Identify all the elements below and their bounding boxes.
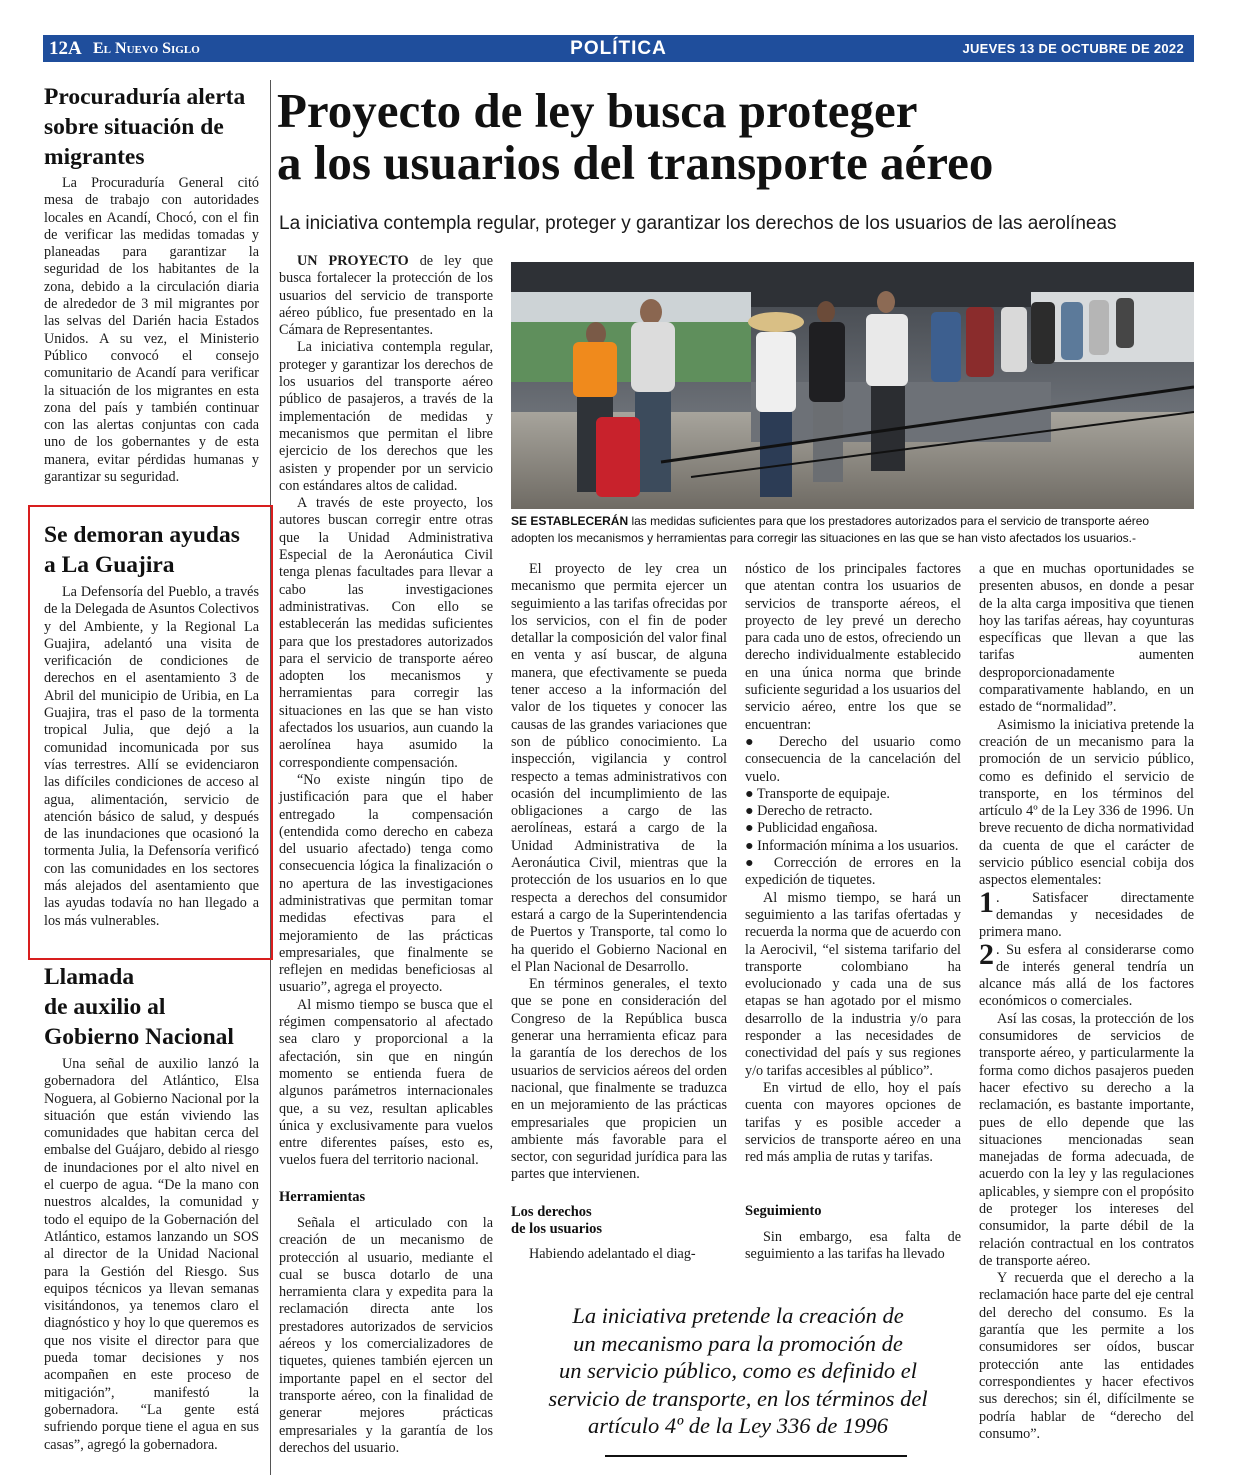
rights-list-item: ● Información mínima a los usuarios. [745, 837, 959, 854]
subhead-derechos: Los derechos de los usuarios [511, 1204, 603, 1237]
main-column-3: nóstico de los principales factores que atentan contra los usuarios de servicios de transporte aéreos, el proyecto de ley prevé un derecho para cada uno de estos, ofreciendo un derecho individualmente establecido en una única norma que brinde suficiente seguridad a los usuarios del servicio aéreo, entre los que se encuentran: ● Derecho del usuario como consecuencia de la cancelación del vuelo. ● Transporte de equipaje. ● Derecho de retracto. ● Publicidad engañosa. ● Información mínima a los usuarios. ● Corrección de errores en la expedición de tiquetes. Al mismo tiempo, se hará un seguimiento a las tarifas ofertadas y recuerda la norma que de acuerdo con la Aerocivil, “el sistema tarifario del transporte colombiano ha evolucionado y cada una de sus etapas se han agotado por el mismo desarrollo de la industria y/o para responder a las necesidades de conectividad del país y sus regiones y/o tarifas accesibles al público”. En virtud de ello, hoy el país cuenta con mayores opciones de tarifas y es posible acceder a servicios de transporte aéreo en una red más amplia de rutas y tarifas. [745, 561, 961, 1166]
main-column-2-cont: Habiendo adelantado el diag- [529, 1246, 696, 1262]
side-story-2-title: Se demoran ayudas a La Guajira [44, 522, 240, 578]
subhead-seguimiento: Seguimiento [745, 1203, 822, 1219]
pull-quote: La iniciativa pretende la creación de un mecanismo para la promoción de un servicio público, como es definido el servicio de transporte, en los términos del artículo 4º de la Ley 336 de 1996 [548, 1303, 928, 1438]
side-story-1-body: La Procuraduría General citó mesa de trabajo con autoridades locales en Acandí, Chocó, con el fin de verificar las medidas tomadas y planeadas para garantizar la seguridad de los habitantes de la zona, debido a la circulación diaria de alrededor de 3 mil migrantes por las selvas del Darién hacia Estados Unidos. A su vez, el Ministerio Público convocó el consejo comunitario de Acandí para verificar la situación de los migrantes en esta zona del país y también continuar con las alertas conjuntas con cada uno de los gobernantes y de esta manera, evitar pérdidas humanas y garantizar su seguridad. [44, 175, 259, 486]
issue-date: JUEVES 13 DE OCTUBRE DE 2022 [962, 41, 1184, 56]
side-story-3-body: Una señal de auxilio lanzó la gobernadora del Atlántico, Elsa Noguera, al Gobierno Nacional por la situación que están viviendo las comunidades que habitan cerca del embalse del Guájaro, debido al riesgo de inundaciones por el alto nivel en el cuerpo de agua. “De la mano con nuestros alcaldes, la comunidad y todo el equipo de la Gobernación del Atlántico, estamos lanzando un SOS al director de la Unidad Nacional para la Gestión del Riesgo. Sus equipos técnicos ya llevan semanas visitándonos, ya tenemos claro el diagnóstico y hoy lo que queremos es que nos visite el director para que pueda tomar decisiones y nos acompañen en este proceso de mitigación”, manifestó la gobernadora. “La gente está sufriendo porque tiene el agua en sus casas”, agregó la gobernadora. [44, 1056, 259, 1453]
subhead-herramientas: Herramientas [279, 1189, 366, 1205]
photo-caption: SE ESTABLECERÁN las medidas suficientes para que los prestadores autorizados para el servicio de transporte aéreo adopten los mecanismos y herramientas para corregir las situaciones en las que se han visto afectados los usuarios.- [511, 514, 1150, 545]
side-story-2-body: La Defensoría del Pueblo, a través de la Delegada de Asuntos Colectivos y del Ambiente, y la Regional La Guajira, adelantó una visita de verificación de condiciones de derechos en el asentamiento 3 de Abril del municipio de Uribia, en La Guajira, tras el paso de la tormenta tropical Julia, que dejó a la comunidad incomunicada por sus vías terrestres. Allí se evidenciaron las difíciles condiciones de acceso al agua, alimentación, servicio de atención básico de salud, y después de las inundaciones que ocasionó la tormenta Julia, la Defensoría verificó con las comunidades en los sectores más alejados del asentamiento que las ayudas todavía no han llegado a los más vulnerables. [44, 584, 259, 929]
main-column-3-cont: Sin embargo, esa falta de seguimiento a las tarifas ha llevado [745, 1229, 961, 1263]
rights-list-item: ● Derecho de retracto. [745, 803, 873, 820]
main-column-1-cont: Señala el articulado con la creación de un mecanismo de protección al usuario, mediante el cual se busca dotarlo de una herramienta clara y expedita para la reclamación directa ante los prestadores autorizados de servicios aéreos y los comercializadores de tiquetes, quienes también ejercen un importante papel en el sector del transporte aéreo, con la finalidad de generar mejores prácticas empresariales y la garantía de los derechos del usuario. [279, 1215, 493, 1456]
article-lead: UN PROYECTO [297, 253, 409, 269]
page-number: 12A [49, 38, 82, 59]
rights-list-item: ● Publicidad engañosa. [745, 820, 878, 837]
main-column-2: El proyecto de ley crea un mecanismo que permita ejercer un seguimiento a las tarifas ofrecidas por los servicios, con el fin de poder detallar la composición del valor final en venta y así buscar, de alguna manera, que efectivamente se pueda tener acceso a la información del valor de los tiquetes y conocer las causas de las grandes variaciones que son de público conocimiento. La inspección, vigilancia y control respecto a temas administrativos con ocasión del incumplimiento de las obligaciones a cargo de las aerolíneas, estará a cargo de la Unidad Administrativa de la Aeronáutica Civil, mientras que la protección de los usuarios en lo que respecta a derechos del consumidor estará a cargo de la Superintendencia de Puertos y Transporte, tal como lo ha querido el Gobierno Nacional en el Plan Nacional de Desarrollo. En términos generales, el texto que se pone en consideración del Congreso de la República busca generar una herramienta eficaz para la garantía de los derechos de los usuarios de servicios aéreos del orden nacional, que finalmente se traduzca en un mejoramiento de las prácticas empresariales que propicien un ambiente más favorable para el sector, con seguridad jurídica para las partes que intervienen. [511, 561, 727, 1183]
side-story-1-title: Procuraduría alerta sobre situación de migrantes [44, 84, 246, 170]
airport-queue-photo [511, 262, 1194, 509]
main-column-4: a que en muchas oportunidades se presenten abusos, en donde a pesar de la alta carga impositiva que tienen hoy las tarifas aéreas, hay coyunturas específicas que llevan a que las tarifas aumenten desproporcionadamente comparativamente hablando, en un estado de “normalidad”. Asimismo la iniciativa pretende la creación de un mecanismo para la promoción de un servicio público, como es definido el servicio de transporte, en los términos del artículo 4º de la Ley 336 de 1996. Un breve recuento de dicha normatividad da cuenta de que el carácter de servicio público esencial cobija dos aspectos elementales: 1 . Satisfacer directamente demandas y necesidades de primera mano. 2 . Su esfera al considerarse como de interés general tendría un alcance más allá de los factores económicos o comerciales. Así las cosas, la protección de los consumidores de servicios de transporte aéreo, y particularmente la forma como dichos pasajeros pueden hacer efectivo su derecho a la reclamación, es bastante importante, pues de ello depende que las situaciones mencionadas sean manejadas de forma adecuada, de acuerdo con la ley y las regulaciones aplicables, y siempre con el propósito de proteger los intereses del consumidor, la parte débil de la relación contractual en los contratos de transporte aéreo. Y recuerda que el derecho a la reclamación hace parte del eje central del derecho del consumo. Es la garantía que les permite a los consumidores ser oídos, buscar protección ante las entidades correspondientes y hacer efectivos sus derechos; sin él, difícilmente se podría hablar de “derecho del consumo”. [979, 561, 1194, 1442]
main-headline: Proyecto de ley busca proteger a los usuarios del transporte aéreo [277, 83, 994, 190]
photo-caption-lead: SE ESTABLECERÁN [511, 514, 629, 528]
pull-quote-rule [605, 1455, 907, 1457]
side-story-3-title: Llamada de auxilio al Gobierno Nacional [44, 964, 234, 1050]
numbered-item-1: 1 . Satisfacer directamente demandas y necesidades de primera mano. [979, 885, 1194, 941]
publication-name: El Nuevo Siglo [93, 40, 200, 57]
main-deck: La iniciativa contempla regular, proteger y garantizar los derechos de los usuarios de las aerolíneas [279, 213, 1117, 234]
page-header-bar [43, 35, 1194, 62]
main-column-1: UN PROYECTO de ley que busca fortalecer la protección de los usuarios del servicio de transporte aéreo público, fue presentado en la Cámara de Representantes. La iniciativa contempla regular, proteger y garantizar los derechos de los usuarios del transporte aéreo público de pasajeros, a través de la implementación de medidas y mecanismos que permitan el libre ejercicio de los derechos que les asisten y propender por un servicio con estándares altos de calidad. A través de este proyecto, los autores buscan corregir entre otras que la Unidad Administrativa Especial de la Aeronáutica Civil tenga plenas facultades para llevar a cabo las investigaciones administrativas. Con ello se establecerán las medidas suficientes para que los prestadores autorizados para el servicio de transporte aéreo adopten los mecanismos y herramientas para corregir las situaciones en las que se han visto afectados los usuarios, aun cuando la aerolínea haya asumido la correspondiente compensación. “No existe ningún tipo de justificación para que el haber entregado la compensación (entendida como derecho en cabeza del usuario afectado) tenga como consecuencia lógica la finalización o no apertura de las investigaciones administrativas que permitan tomar medidas efectivas para el mejoramiento de las prácticas empresariales, que finalmente se reflejen en medidas beneficiosas al usuario”, agrega el proyecto. Al mismo tiempo se busca que el régimen compensatorio al afectado sea claro y proporcional a la afectación, sin que en ningún momento se entienda fuera de algunos parámetros internacionales que, a su vez, resultan aplicables única y exclusivamente para vuelos entre diferentes países, esto es, vuelos fuera del territorio nacional. [279, 253, 493, 1169]
section-name: POLÍTICA [570, 38, 667, 59]
rights-list-item: ● Derecho del usuario como consecuencia de la cancelación del vuelo. [745, 733, 961, 785]
rights-list-item: ● Corrección de errores en la expedición de tiquetes. [745, 855, 961, 889]
rights-list-item: ● Transporte de equipaje. [745, 785, 890, 802]
numbered-item-2: 2 . Su esfera al considerarse como de interés general tendría un alcance más allá de los factores económicos o comerciales. [979, 937, 1194, 1010]
